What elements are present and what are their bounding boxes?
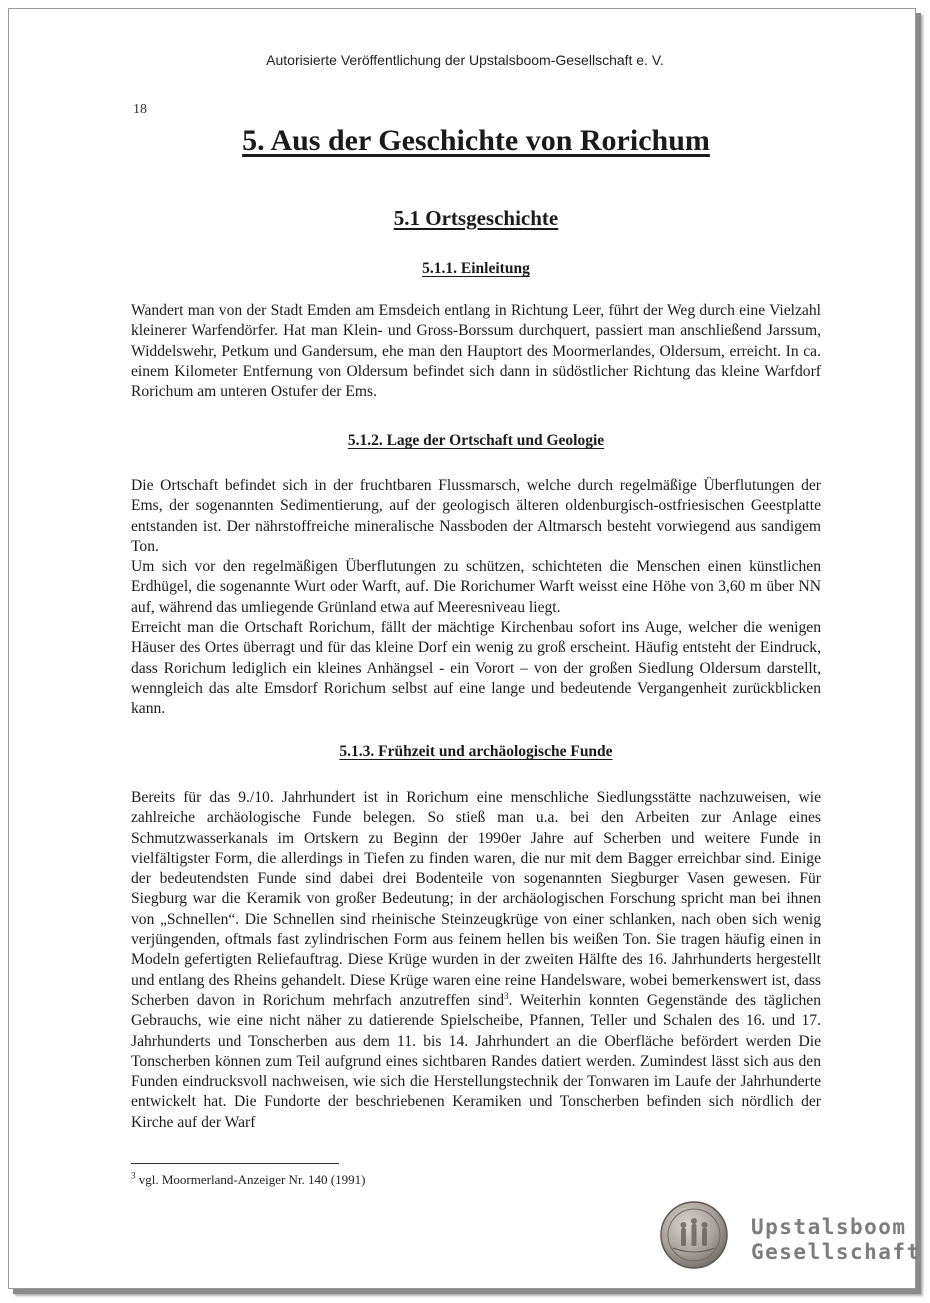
paragraph: Um sich vor den regelmäßigen Überflutungen zu schützen, schichteten die Menschen einen künstlichen Erdhügel, die sogenannte Wurt oder Warft, auf. Die Rorichumer Warft weisst eine Höhe von 3,60 m über NN auf, während das umliegende Grünland etwa auf Meeresniveau liegt. (131, 558, 821, 616)
paragraph-text: . Weiterhin konnten Gegenstände des täglichen Gebrauchs, wie eine nicht näher zu datierende Spielscheibe, Pfannen, Teller und Schalen des 16. und 17. Jahrhunderts und Tonscherben aus dem 11. bis 14. Jahrhundert an die Oberfläche befördert werden Die Tonscherben können zum Teil aufgrund eines sichtbaren Randes datiert werden. Zumindest lässt sich aus den Funden eindrucksvoll nachweisen, wie sich die Herstellungstechnik der Tonwaren im Laufe der Jahrhunderte entwickelt hat. Die Fundorte der beschriebenen Keramiken und Tonscherben befinden sich nördlich der Kirche auf der Warf (131, 991, 822, 1131)
chapter-title: 5. Aus der Geschichte von Rorichum (242, 124, 710, 157)
footnote-divider (131, 1163, 339, 1164)
paragraph: Die Ortschaft befindet sich in der fruchtbaren Flussmarsch, welche durch regelmäßige Überflutungen der Ems, der sogenannten Sedimentierung, auf der geologisch älteren oldenburgisch-ostfriesischen Geestplatte entstanden ist. Der nährstoffreiche mineralische Nassboden der Altmarsch besteht vorwiegend aus sandigem Ton. (131, 477, 821, 555)
paragraph: Wandert man von der Stadt Emden am Emsdeich entlang in Richtung Leer, führt der Weg durch eine Vielzahl kleinerer Warfendörfer. Hat man Klein- und Gross-Borssum durchquert, passiert man anschließend Jarssum, Widdelswehr, Petkum und Gandersum, ehe man den Hauptort des Moormerlandes, Oldersum, erreicht. In ca. einem Kilometer Entfernung von Oldersum befindet sich dann in südöstlicher Richtung das kleine Warfdorf Rorichum am unteren Ostufer der Ems. (131, 302, 821, 401)
footnote-reference: 3 (504, 990, 509, 1001)
publisher-note: Autorisierte Veröffentlichung der Upstalsboom-Gesellschaft e. V. (266, 52, 664, 68)
subsection-heading-einleitung: 5.1.1. Einleitung (422, 260, 530, 277)
footnote-marker: 3 (131, 1170, 136, 1181)
footnote (131, 1172, 365, 1188)
paragraph (131, 788, 821, 1133)
section-body-lage (131, 476, 821, 720)
logo-line-gesellschaft: Gesellschaft (751, 1240, 921, 1264)
seal-icon (659, 1200, 729, 1270)
page-number: 18 (133, 102, 147, 117)
section-body-fruehzeit (131, 788, 821, 1133)
section-heading: 5.1 Ortsgeschichte (393, 206, 559, 230)
footnote-text: vgl. Moormerland-Anzeiger Nr. 140 (1991) (135, 1172, 366, 1187)
paragraph-einleitung (131, 301, 821, 402)
logo-line-upstalsboom: Upstalsboom (751, 1215, 907, 1239)
subsection-heading-lage: 5.1.2. Lage der Ortschaft und Geologie (347, 432, 605, 449)
society-logo-text (751, 1215, 921, 1265)
subsection-heading-fruehzeit: 5.1.3. Frühzeit und archäologische Funde (339, 743, 613, 760)
paragraph: Erreicht man die Ortschaft Rorichum, fällt der mächtige Kirchenbau sofort ins Auge, welcher die wenigen Häuser des Ortes überragt und für das kleine Dorf ein wenig zu groß erscheint. Häufig entsteht der Eindruck, dass Rorichum lediglich ein kleines Anhängsel - ein Vorort – von der großen Siedlung Oldersum darstellt, wenngleich das alte Emsdorf Rorichum selbst auf eine lange und bedeutende Vergangenheit zurückblicken kann. (131, 619, 821, 718)
paragraph-text: Bereits für das 9./10. Jahrhundert ist in Rorichum eine menschliche Siedlungsstätte nachzuweisen, wie zahlreiche archäologische Funde belegen. So stieß man u.a. bei den Arbeiten zur Anlage eines Schmutzwasserkanals im Ortskern zu Beginn der 1990er Jahre auf Scherben und weitere Funde in vielfältigster Form, die allerdings in Tiefen zu finden waren, die nur mit dem Bagger erreichbar sind. Einige der bedeutendsten Funde sind dabei drei Bodenteile von sogenannten Siegburger Vasen gewesen. Für Siegburg war die Keramik von großer Bedeutung; in der archäologischen Forschung spricht man bei ihnen von „Schnellen“. Die Schnellen sind rheinische Steinzeugkrüge von einer schlanken, nach oben sich wenig verjüngenden, oftmals fast zylindrischen Form aus feinem hellen bis weißen Ton. Sie tragen häufig einen in Modeln gefertigten Reliefauftrag. Diese Krüge wurden in der zweiten Hälfte des 16. Jahrhunderts hergestellt und entlang des Rheins gehandelt. Diese Krüge waren eine reine Handelsware, wobei bemerkenswert ist, dass Scherben davon in Rorichum mehrfach anzutreffen sind (131, 789, 821, 1009)
